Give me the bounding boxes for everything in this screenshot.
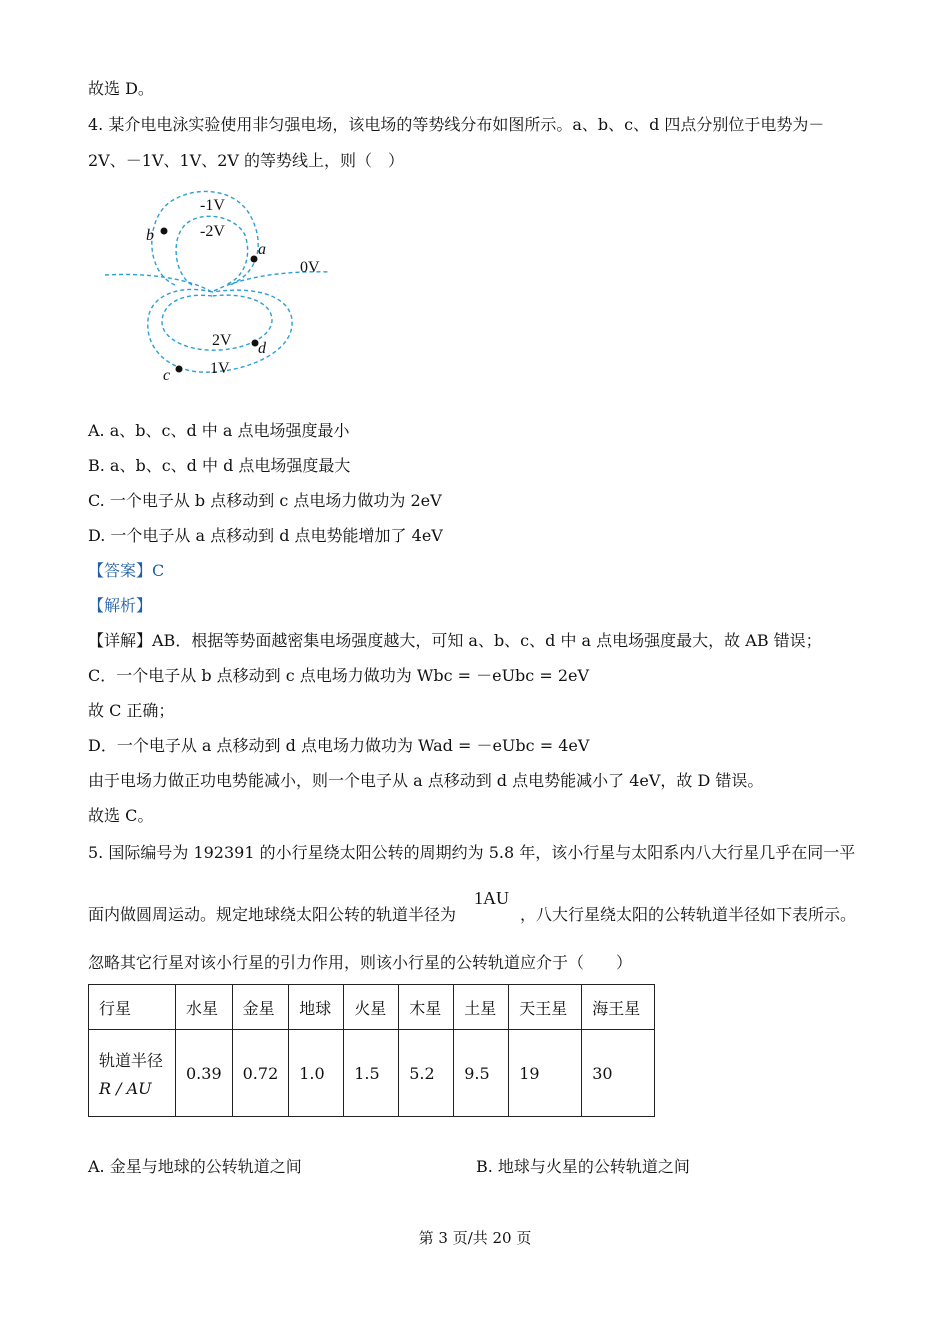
question-4-stem-cont: 2V、－1V、1V、2V 的等势线上，则（ ） — [88, 151, 405, 170]
equipotential-diagram — [100, 180, 340, 390]
detail-d-explanation: 由于电场力做正功电势能减小，则一个电子从 a 点移动到 d 点电势能减小了 4eV，故 D 错误。 — [88, 771, 764, 790]
text-line: 故选 D。 — [88, 79, 154, 98]
row-label-line-1: 轨道半径 — [99, 1051, 164, 1070]
conclusion: 故选 C。 — [88, 806, 154, 825]
detail-c: C．一个电子从 b 点移动到 c 点电场力做功为 Wbc = －eUbc = 2eV — [88, 666, 590, 685]
table-cell: 0.72 — [232, 1030, 289, 1117]
table-cell: 9.5 — [454, 1030, 509, 1117]
point-c-label: c — [163, 367, 171, 384]
q5-option-b: B. 地球与火星的公转轨道之间 — [476, 1157, 690, 1176]
detail-d: D．一个电子从 a 点移动到 d 点电场力做功为 Wad = －eUbc = 4eV — [88, 736, 590, 755]
point-a — [251, 256, 258, 263]
label-0v: 0V — [300, 259, 320, 276]
table-header-cell: 行星 — [89, 985, 176, 1030]
table-header-row — [89, 985, 655, 1030]
orbit-table — [88, 984, 655, 1117]
table-header-cell: 水星 — [176, 985, 233, 1030]
q5-option-a: A. 金星与地球的公转轨道之间 — [88, 1157, 302, 1176]
equipotential-zero — [105, 272, 330, 292]
page-footer: 第 3 页/共 20 页 — [418, 1229, 532, 1247]
detail-ab: 【详解】AB．根据等势面越密集电场强度越大，可知 a、b、c、d 中 a 点电场强度最大，故 AB 错误； — [88, 631, 822, 650]
option-b: B. a、b、c、d 中 d 点电场强度最大 — [88, 456, 351, 475]
detail-c-result: 故 C 正确； — [88, 701, 175, 720]
table-cell: 5.2 — [399, 1030, 454, 1117]
option-a: A. a、b、c、d 中 a 点电场强度最小 — [88, 421, 350, 440]
point-b — [161, 228, 168, 235]
label-2v: 2V — [212, 332, 232, 349]
table-cell: 19 — [509, 1030, 582, 1117]
analysis-label: 【解析】 — [88, 596, 153, 615]
question-5-stem: 5. 国际编号为 192391 的小行星绕太阳公转的周期约为 5.8 年，该小行星与太阳系内八大行星几乎在同一平 — [88, 843, 856, 862]
point-a-label: a — [258, 241, 266, 258]
label-minus1v: -1V — [200, 197, 225, 214]
table-cell: 0.39 — [176, 1030, 233, 1117]
row-label — [89, 1030, 176, 1117]
row-label-line-2: R / AU — [99, 1079, 152, 1098]
point-b-label: b — [146, 227, 154, 244]
table-cell: 30 — [582, 1030, 655, 1117]
table-cell: 1.5 — [344, 1030, 399, 1117]
option-c: C. 一个电子从 b 点移动到 c 点电场力做功为 2eV — [88, 491, 442, 510]
table-cell: 1.0 — [289, 1030, 344, 1117]
question-5-stem-end: 忽略其它行星对该小行星的引力作用，则该小行星的公转轨道应介于（ ） — [88, 953, 633, 972]
option-d: D. 一个电子从 a 点移动到 d 点电势能增加了 4eV — [88, 526, 443, 545]
point-c — [176, 366, 183, 373]
label-minus2v: -2V — [200, 223, 225, 240]
unit-1au: 1AU — [474, 888, 509, 908]
label-1v: 1V — [210, 360, 230, 377]
table-header-cell: 金星 — [232, 985, 289, 1030]
table-header-cell: 天王星 — [509, 985, 582, 1030]
table-row — [89, 1030, 655, 1117]
table-header-cell: 火星 — [344, 985, 399, 1030]
point-d-label: d — [258, 340, 266, 357]
table-header-cell: 地球 — [289, 985, 344, 1030]
point-d — [252, 340, 259, 347]
table-header-cell: 海王星 — [582, 985, 655, 1030]
answer-label: 【答案】C — [88, 561, 165, 580]
table-header-cell: 木星 — [399, 985, 454, 1030]
question-5-stem-cont: 面内做圆周运动。规定地球绕太阳公转的轨道半径为 ，八大行星绕太阳的公转轨道半径如下表所示。 — [88, 905, 857, 924]
table-header-cell: 土星 — [454, 985, 509, 1030]
question-4-stem: 4. 某介电电泳实验使用非匀强电场，该电场的等势线分布如图所示。a、b、c、d 四点分别位于电势为－ — [88, 115, 825, 134]
